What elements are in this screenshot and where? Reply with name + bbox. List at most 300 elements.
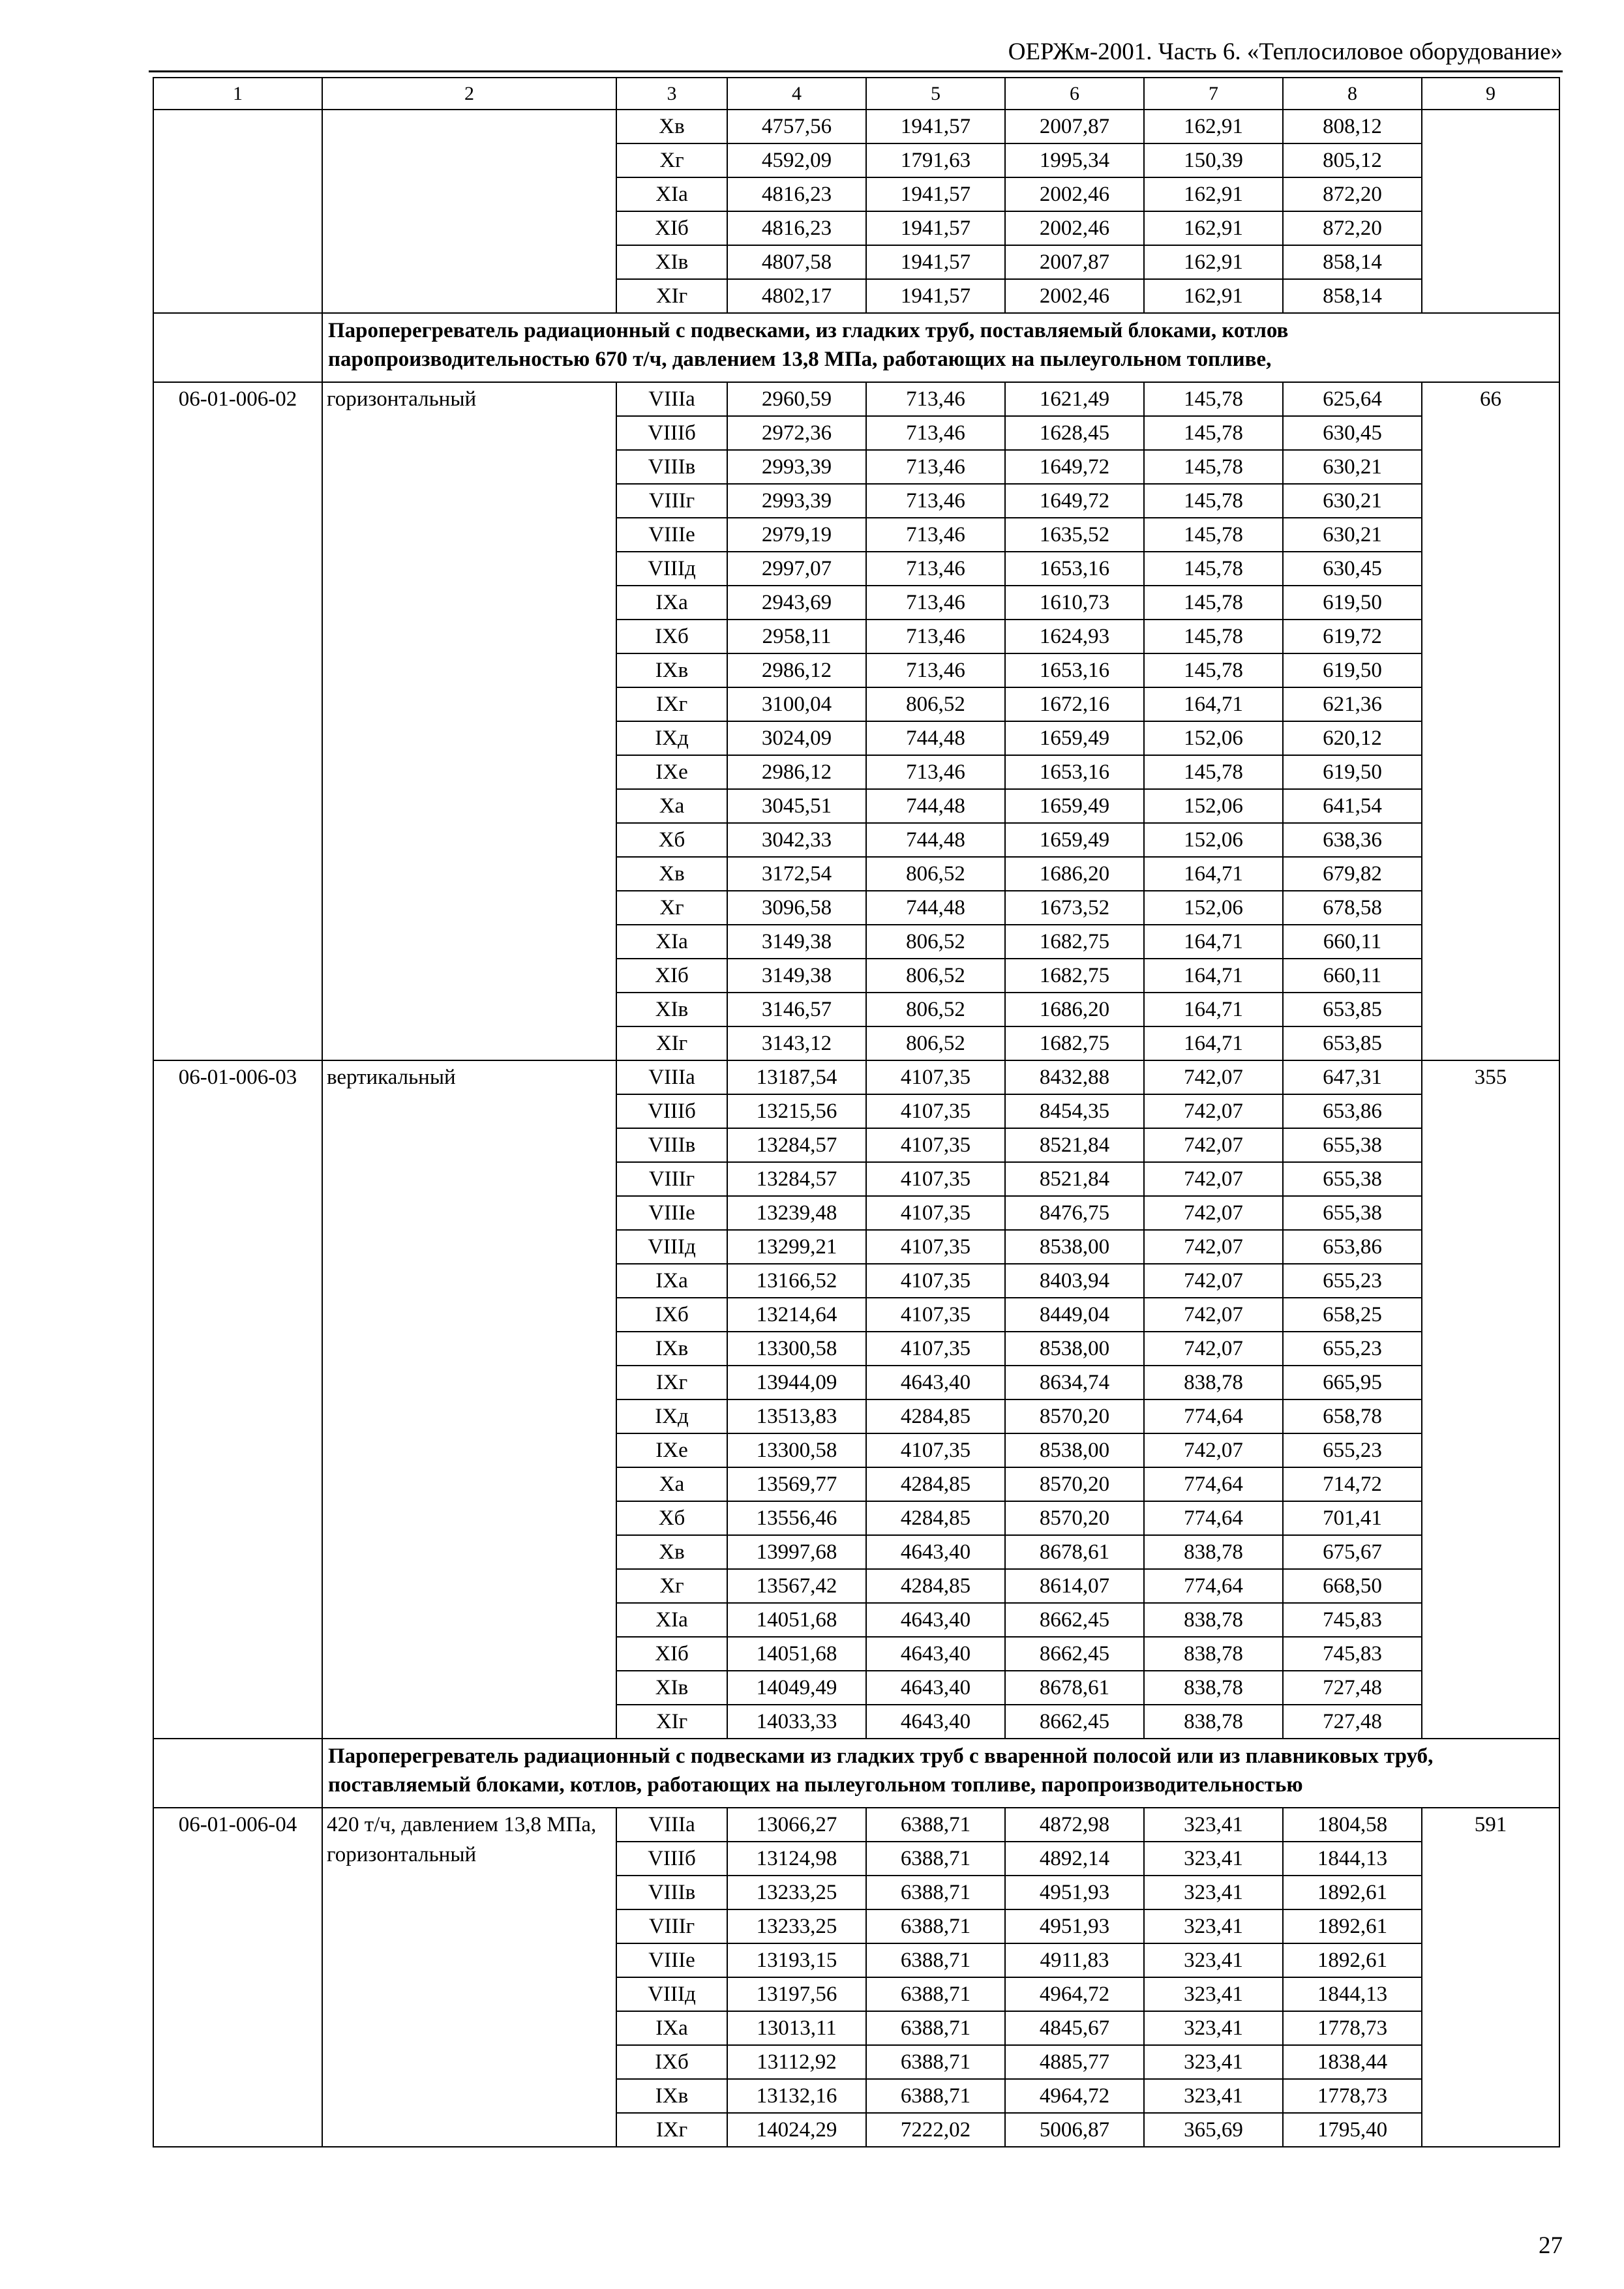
value-cell: 145,78: [1144, 450, 1283, 484]
value-cell: 4885,77: [1005, 2045, 1144, 2079]
category-cell: Xа: [616, 1467, 727, 1501]
value-cell: 6388,71: [866, 1943, 1005, 1977]
value-cell: 8678,61: [1005, 1671, 1144, 1705]
value-cell: 3149,38: [727, 925, 866, 959]
category-cell: Xв: [616, 857, 727, 891]
value-cell: 742,07: [1144, 1094, 1283, 1128]
value-cell: 4807,58: [727, 245, 866, 279]
value-cell: 3045,51: [727, 789, 866, 823]
item-code-cell: 06-01-006-03: [153, 1060, 322, 1739]
value-cell: 13193,15: [727, 1943, 866, 1977]
value-cell: 323,41: [1144, 1909, 1283, 1943]
value-cell: 1649,72: [1005, 484, 1144, 518]
value-cell: 806,52: [866, 1026, 1005, 1060]
value-cell: 675,67: [1283, 1535, 1422, 1569]
value-cell: 164,71: [1144, 993, 1283, 1026]
value-cell: 1892,61: [1283, 1943, 1422, 1977]
value-cell: 8521,84: [1005, 1128, 1144, 1162]
value-cell: 13233,25: [727, 1876, 866, 1909]
category-cell: IXб: [616, 620, 727, 653]
category-cell: VIIIб: [616, 1094, 727, 1128]
value-cell: 2958,11: [727, 620, 866, 653]
value-cell: 713,46: [866, 755, 1005, 789]
value-cell: 323,41: [1144, 2011, 1283, 2045]
value-cell: 668,50: [1283, 1569, 1422, 1603]
value-cell: 6388,71: [866, 1977, 1005, 2011]
item-code-cell: 06-01-006-04: [153, 1808, 322, 2147]
value-cell: 838,78: [1144, 1366, 1283, 1399]
value-cell: 619,50: [1283, 755, 1422, 789]
value-cell: 872,20: [1283, 211, 1422, 245]
value-cell: 145,78: [1144, 552, 1283, 586]
value-cell: 8614,07: [1005, 1569, 1144, 1603]
column-number-row: [153, 78, 1559, 110]
value-cell: 13233,25: [727, 1909, 866, 1943]
category-cell: Xб: [616, 1501, 727, 1535]
value-cell: 742,07: [1144, 1433, 1283, 1467]
value-cell: 630,45: [1283, 552, 1422, 586]
value-cell: 4643,40: [866, 1705, 1005, 1739]
value-cell: 13013,11: [727, 2011, 866, 2045]
value-cell: 4816,23: [727, 211, 866, 245]
value-cell: 1804,58: [1283, 1808, 1422, 1842]
value-cell: 1682,75: [1005, 1026, 1144, 1060]
value-cell: 806,52: [866, 687, 1005, 721]
value-cell: 323,41: [1144, 1977, 1283, 2011]
value-cell: 1659,49: [1005, 823, 1144, 857]
value-cell: 4107,35: [866, 1298, 1005, 1332]
category-cell: IXв: [616, 2079, 727, 2113]
category-cell: XIб: [616, 959, 727, 993]
value-cell: 1624,93: [1005, 620, 1144, 653]
value-cell: 150,39: [1144, 143, 1283, 177]
value-cell: 742,07: [1144, 1298, 1283, 1332]
value-cell: 630,21: [1283, 518, 1422, 552]
value-cell: 1941,57: [866, 211, 1005, 245]
section-blank-cell: [153, 313, 322, 382]
value-cell: 1628,45: [1005, 416, 1144, 450]
value-cell: 838,78: [1144, 1705, 1283, 1739]
value-cell: 323,41: [1144, 1842, 1283, 1876]
value-cell: 145,78: [1144, 416, 1283, 450]
value-cell: 145,78: [1144, 620, 1283, 653]
category-cell: VIIIе: [616, 1943, 727, 1977]
value-cell: 2972,36: [727, 416, 866, 450]
value-cell: 13197,56: [727, 1977, 866, 2011]
category-cell: XIг: [616, 279, 727, 313]
table-row: [153, 1808, 1559, 1842]
value-cell: 638,36: [1283, 823, 1422, 857]
category-cell: IXг: [616, 2113, 727, 2147]
category-cell: IXд: [616, 1399, 727, 1433]
value-cell: 1621,49: [1005, 382, 1144, 416]
value-cell: 701,41: [1283, 1501, 1422, 1535]
value-cell: 742,07: [1144, 1196, 1283, 1230]
value-cell: 1791,63: [866, 143, 1005, 177]
value-cell: 164,71: [1144, 925, 1283, 959]
value-cell: 1673,52: [1005, 891, 1144, 925]
value-cell: 1686,20: [1005, 857, 1144, 891]
value-cell: 4107,35: [866, 1060, 1005, 1094]
item-name-cell: 420 т/ч, давлением 13,8 МПа, горизонтальный: [322, 1808, 616, 2147]
value-cell: 8570,20: [1005, 1467, 1144, 1501]
value-cell: 145,78: [1144, 586, 1283, 620]
value-cell: 164,71: [1144, 959, 1283, 993]
value-cell: 655,23: [1283, 1433, 1422, 1467]
value-cell: 323,41: [1144, 1876, 1283, 1909]
category-cell: XIг: [616, 1026, 727, 1060]
value-cell: 1795,40: [1283, 2113, 1422, 2147]
value-cell: 742,07: [1144, 1128, 1283, 1162]
value-cell: 8634,74: [1005, 1366, 1144, 1399]
category-cell: IXб: [616, 1298, 727, 1332]
value-cell: 4951,93: [1005, 1876, 1144, 1909]
value-cell: 13132,16: [727, 2079, 866, 2113]
col9-cell: 591: [1422, 1808, 1559, 2147]
value-cell: 1892,61: [1283, 1876, 1422, 1909]
value-cell: 13215,56: [727, 1094, 866, 1128]
value-cell: 6388,71: [866, 2045, 1005, 2079]
value-cell: 744,48: [866, 721, 1005, 755]
column-number-cell: 4: [727, 78, 866, 110]
value-cell: 4284,85: [866, 1501, 1005, 1535]
value-cell: 3143,12: [727, 1026, 866, 1060]
category-cell: Xа: [616, 789, 727, 823]
value-cell: 872,20: [1283, 177, 1422, 211]
value-cell: 774,64: [1144, 1399, 1283, 1433]
value-cell: 658,78: [1283, 1399, 1422, 1433]
value-cell: 1941,57: [866, 245, 1005, 279]
section-row: [153, 1739, 1559, 1808]
value-cell: 2993,39: [727, 484, 866, 518]
value-cell: 1995,34: [1005, 143, 1144, 177]
value-cell: 4284,85: [866, 1467, 1005, 1501]
value-cell: 13066,27: [727, 1808, 866, 1842]
category-cell: IXд: [616, 721, 727, 755]
category-cell: IXа: [616, 2011, 727, 2045]
section-heading: Пароперегреватель радиационный с подвесками из гладких труб с вваренной полосой или из плавниковых труб, поставляемый блоками, котлов, работающих на пылеугольном топливе, паропроизводительностью: [322, 1739, 1559, 1808]
value-cell: 655,38: [1283, 1162, 1422, 1196]
section-blank-cell: [153, 1739, 322, 1808]
value-cell: 655,23: [1283, 1332, 1422, 1366]
value-cell: 8570,20: [1005, 1399, 1144, 1433]
value-cell: 1844,13: [1283, 1977, 1422, 2011]
value-cell: 1941,57: [866, 177, 1005, 211]
value-cell: 655,38: [1283, 1128, 1422, 1162]
value-cell: 4951,93: [1005, 1909, 1144, 1943]
value-cell: 14033,33: [727, 1705, 866, 1739]
category-cell: VIIIг: [616, 1909, 727, 1943]
value-cell: 660,11: [1283, 925, 1422, 959]
value-cell: 2986,12: [727, 755, 866, 789]
value-cell: 4107,35: [866, 1162, 1005, 1196]
value-cell: 713,46: [866, 653, 1005, 687]
value-cell: 630,45: [1283, 416, 1422, 450]
value-cell: 714,72: [1283, 1467, 1422, 1501]
category-cell: Xв: [616, 110, 727, 143]
value-cell: 805,12: [1283, 143, 1422, 177]
value-cell: 660,11: [1283, 959, 1422, 993]
value-cell: 744,48: [866, 891, 1005, 925]
value-cell: 653,85: [1283, 993, 1422, 1026]
section-heading: Пароперегреватель радиационный с подвесками, из гладких труб, поставляемый блоками, котлов паропроизводительностью 670 т/ч, давлением 13,8 МПа, работающих на пылеугольном топливе,: [322, 313, 1559, 382]
value-cell: 13513,83: [727, 1399, 866, 1433]
value-cell: 1844,13: [1283, 1842, 1422, 1876]
value-cell: 653,85: [1283, 1026, 1422, 1060]
value-cell: 2007,87: [1005, 245, 1144, 279]
page-header-title: ОЕРЖм-2001. Часть 6. «Теплосиловое оборудование»: [1008, 38, 1563, 65]
value-cell: 1653,16: [1005, 755, 1144, 789]
value-cell: 1653,16: [1005, 653, 1144, 687]
category-cell: XIа: [616, 1603, 727, 1637]
value-cell: 145,78: [1144, 484, 1283, 518]
value-cell: 323,41: [1144, 1943, 1283, 1977]
value-cell: 1941,57: [866, 110, 1005, 143]
value-cell: 653,86: [1283, 1230, 1422, 1264]
value-cell: 4845,67: [1005, 2011, 1144, 2045]
value-cell: 647,31: [1283, 1060, 1422, 1094]
item-code-cell: [153, 110, 322, 313]
value-cell: 1672,16: [1005, 687, 1144, 721]
category-cell: IXе: [616, 1433, 727, 1467]
value-cell: 4643,40: [866, 1366, 1005, 1399]
value-cell: 4802,17: [727, 279, 866, 313]
col9-cell: 355: [1422, 1060, 1559, 1739]
value-cell: 8662,45: [1005, 1705, 1144, 1739]
value-cell: 4107,35: [866, 1128, 1005, 1162]
value-cell: 774,64: [1144, 1501, 1283, 1535]
header-divider: [149, 70, 1563, 72]
value-cell: 145,78: [1144, 382, 1283, 416]
value-cell: 2986,12: [727, 653, 866, 687]
value-cell: 13299,21: [727, 1230, 866, 1264]
value-cell: 4911,83: [1005, 1943, 1144, 1977]
table-row: [153, 110, 1559, 143]
value-cell: 678,58: [1283, 891, 1422, 925]
value-cell: 742,07: [1144, 1162, 1283, 1196]
value-cell: 727,48: [1283, 1671, 1422, 1705]
value-cell: 152,06: [1144, 891, 1283, 925]
value-cell: 13569,77: [727, 1467, 866, 1501]
value-cell: 13300,58: [727, 1332, 866, 1366]
value-cell: 858,14: [1283, 279, 1422, 313]
value-cell: 1686,20: [1005, 993, 1144, 1026]
value-cell: 164,71: [1144, 1026, 1283, 1060]
value-cell: 13300,58: [727, 1433, 866, 1467]
value-cell: 8521,84: [1005, 1162, 1144, 1196]
value-cell: 4816,23: [727, 177, 866, 211]
value-cell: 145,78: [1144, 755, 1283, 789]
value-cell: 744,48: [866, 789, 1005, 823]
value-cell: 1682,75: [1005, 925, 1144, 959]
value-cell: 745,83: [1283, 1603, 1422, 1637]
section-row: [153, 313, 1559, 382]
value-cell: 8538,00: [1005, 1332, 1144, 1366]
value-cell: 1941,57: [866, 279, 1005, 313]
value-cell: 1778,73: [1283, 2011, 1422, 2045]
column-number-cell: 6: [1005, 78, 1144, 110]
category-cell: IXб: [616, 2045, 727, 2079]
category-cell: IXе: [616, 755, 727, 789]
value-cell: 6388,71: [866, 1842, 1005, 1876]
value-cell: 713,46: [866, 552, 1005, 586]
value-cell: 4107,35: [866, 1094, 1005, 1128]
category-cell: VIIIб: [616, 1842, 727, 1876]
value-cell: 2960,59: [727, 382, 866, 416]
category-cell: VIIIа: [616, 1060, 727, 1094]
value-cell: 365,69: [1144, 2113, 1283, 2147]
value-cell: 1653,16: [1005, 552, 1144, 586]
table-row: [153, 1060, 1559, 1094]
value-cell: 838,78: [1144, 1535, 1283, 1569]
value-cell: 4964,72: [1005, 2079, 1144, 2113]
item-code-cell: 06-01-006-02: [153, 382, 322, 1060]
value-cell: 162,91: [1144, 211, 1283, 245]
value-cell: 323,41: [1144, 1808, 1283, 1842]
value-cell: 145,78: [1144, 518, 1283, 552]
value-cell: 2002,46: [1005, 211, 1144, 245]
value-cell: 742,07: [1144, 1060, 1283, 1094]
value-cell: 8449,04: [1005, 1298, 1144, 1332]
value-cell: 774,64: [1144, 1569, 1283, 1603]
value-cell: 8538,00: [1005, 1230, 1144, 1264]
col9-cell: 66: [1422, 382, 1559, 1060]
value-cell: 641,54: [1283, 789, 1422, 823]
value-cell: 14051,68: [727, 1603, 866, 1637]
category-cell: VIIIб: [616, 416, 727, 450]
value-cell: 13944,09: [727, 1366, 866, 1399]
value-cell: 152,06: [1144, 721, 1283, 755]
value-cell: 162,91: [1144, 177, 1283, 211]
value-cell: 1838,44: [1283, 2045, 1422, 2079]
value-cell: 152,06: [1144, 789, 1283, 823]
value-cell: 806,52: [866, 959, 1005, 993]
value-cell: 806,52: [866, 857, 1005, 891]
value-cell: 3096,58: [727, 891, 866, 925]
value-cell: 713,46: [866, 620, 1005, 653]
category-cell: IXв: [616, 1332, 727, 1366]
value-cell: 4107,35: [866, 1332, 1005, 1366]
value-cell: 13556,46: [727, 1501, 866, 1535]
value-cell: 3146,57: [727, 993, 866, 1026]
item-name-cell: вертикальный: [322, 1060, 616, 1739]
value-cell: 1659,49: [1005, 721, 1144, 755]
column-number-cell: 9: [1422, 78, 1559, 110]
page-number: 27: [1539, 2232, 1563, 2259]
value-cell: 2002,46: [1005, 177, 1144, 211]
value-cell: 4643,40: [866, 1535, 1005, 1569]
value-cell: 665,95: [1283, 1366, 1422, 1399]
value-cell: 8432,88: [1005, 1060, 1144, 1094]
value-cell: 806,52: [866, 993, 1005, 1026]
value-cell: 774,64: [1144, 1467, 1283, 1501]
value-cell: 619,50: [1283, 653, 1422, 687]
category-cell: IXг: [616, 687, 727, 721]
category-cell: VIIIд: [616, 552, 727, 586]
item-name-cell: [322, 110, 616, 313]
value-cell: 8678,61: [1005, 1535, 1144, 1569]
value-cell: 742,07: [1144, 1264, 1283, 1298]
value-cell: 625,64: [1283, 382, 1422, 416]
value-cell: 14051,68: [727, 1637, 866, 1671]
value-cell: 679,82: [1283, 857, 1422, 891]
category-cell: IXв: [616, 653, 727, 687]
value-cell: 2002,46: [1005, 279, 1144, 313]
column-number-cell: 8: [1283, 78, 1422, 110]
category-cell: XIв: [616, 1671, 727, 1705]
value-cell: 713,46: [866, 518, 1005, 552]
value-cell: 1892,61: [1283, 1909, 1422, 1943]
value-cell: 621,36: [1283, 687, 1422, 721]
category-cell: VIIIг: [616, 484, 727, 518]
value-cell: 838,78: [1144, 1671, 1283, 1705]
category-cell: VIIIа: [616, 382, 727, 416]
value-cell: 8454,35: [1005, 1094, 1144, 1128]
col9-cell: [1422, 110, 1559, 313]
category-cell: XIв: [616, 993, 727, 1026]
category-cell: Xг: [616, 1569, 727, 1603]
value-cell: 1778,73: [1283, 2079, 1422, 2113]
value-cell: 14049,49: [727, 1671, 866, 1705]
value-cell: 619,72: [1283, 620, 1422, 653]
rates-table: [153, 77, 1560, 2147]
value-cell: 713,46: [866, 450, 1005, 484]
value-cell: 4757,56: [727, 110, 866, 143]
value-cell: 4964,72: [1005, 1977, 1144, 2011]
value-cell: 5006,87: [1005, 2113, 1144, 2147]
category-cell: XIв: [616, 245, 727, 279]
value-cell: 4643,40: [866, 1671, 1005, 1705]
value-cell: 1682,75: [1005, 959, 1144, 993]
value-cell: 164,71: [1144, 857, 1283, 891]
value-cell: 13284,57: [727, 1128, 866, 1162]
value-cell: 13112,92: [727, 2045, 866, 2079]
value-cell: 152,06: [1144, 823, 1283, 857]
value-cell: 2943,69: [727, 586, 866, 620]
value-cell: 323,41: [1144, 2079, 1283, 2113]
value-cell: 620,12: [1283, 721, 1422, 755]
column-number-cell: 2: [322, 78, 616, 110]
value-cell: 745,83: [1283, 1637, 1422, 1671]
value-cell: 2007,87: [1005, 110, 1144, 143]
column-number-cell: 3: [616, 78, 727, 110]
column-number-cell: 1: [153, 78, 322, 110]
item-name-cell: горизонтальный: [322, 382, 616, 1060]
category-cell: VIIIг: [616, 1162, 727, 1196]
value-cell: 4107,35: [866, 1264, 1005, 1298]
value-cell: 8570,20: [1005, 1501, 1144, 1535]
category-cell: VIIIе: [616, 518, 727, 552]
value-cell: 3042,33: [727, 823, 866, 857]
category-cell: VIIIе: [616, 1196, 727, 1230]
value-cell: 6388,71: [866, 1808, 1005, 1842]
category-cell: VIIIв: [616, 1876, 727, 1909]
value-cell: 13166,52: [727, 1264, 866, 1298]
value-cell: 8662,45: [1005, 1603, 1144, 1637]
value-cell: 4284,85: [866, 1569, 1005, 1603]
column-number-cell: 7: [1144, 78, 1283, 110]
category-cell: IXг: [616, 1366, 727, 1399]
value-cell: 4107,35: [866, 1230, 1005, 1264]
value-cell: 858,14: [1283, 245, 1422, 279]
value-cell: 162,91: [1144, 245, 1283, 279]
value-cell: 8662,45: [1005, 1637, 1144, 1671]
value-cell: 162,91: [1144, 279, 1283, 313]
category-cell: VIIIв: [616, 450, 727, 484]
value-cell: 838,78: [1144, 1603, 1283, 1637]
category-cell: VIIIд: [616, 1230, 727, 1264]
category-cell: XIа: [616, 925, 727, 959]
